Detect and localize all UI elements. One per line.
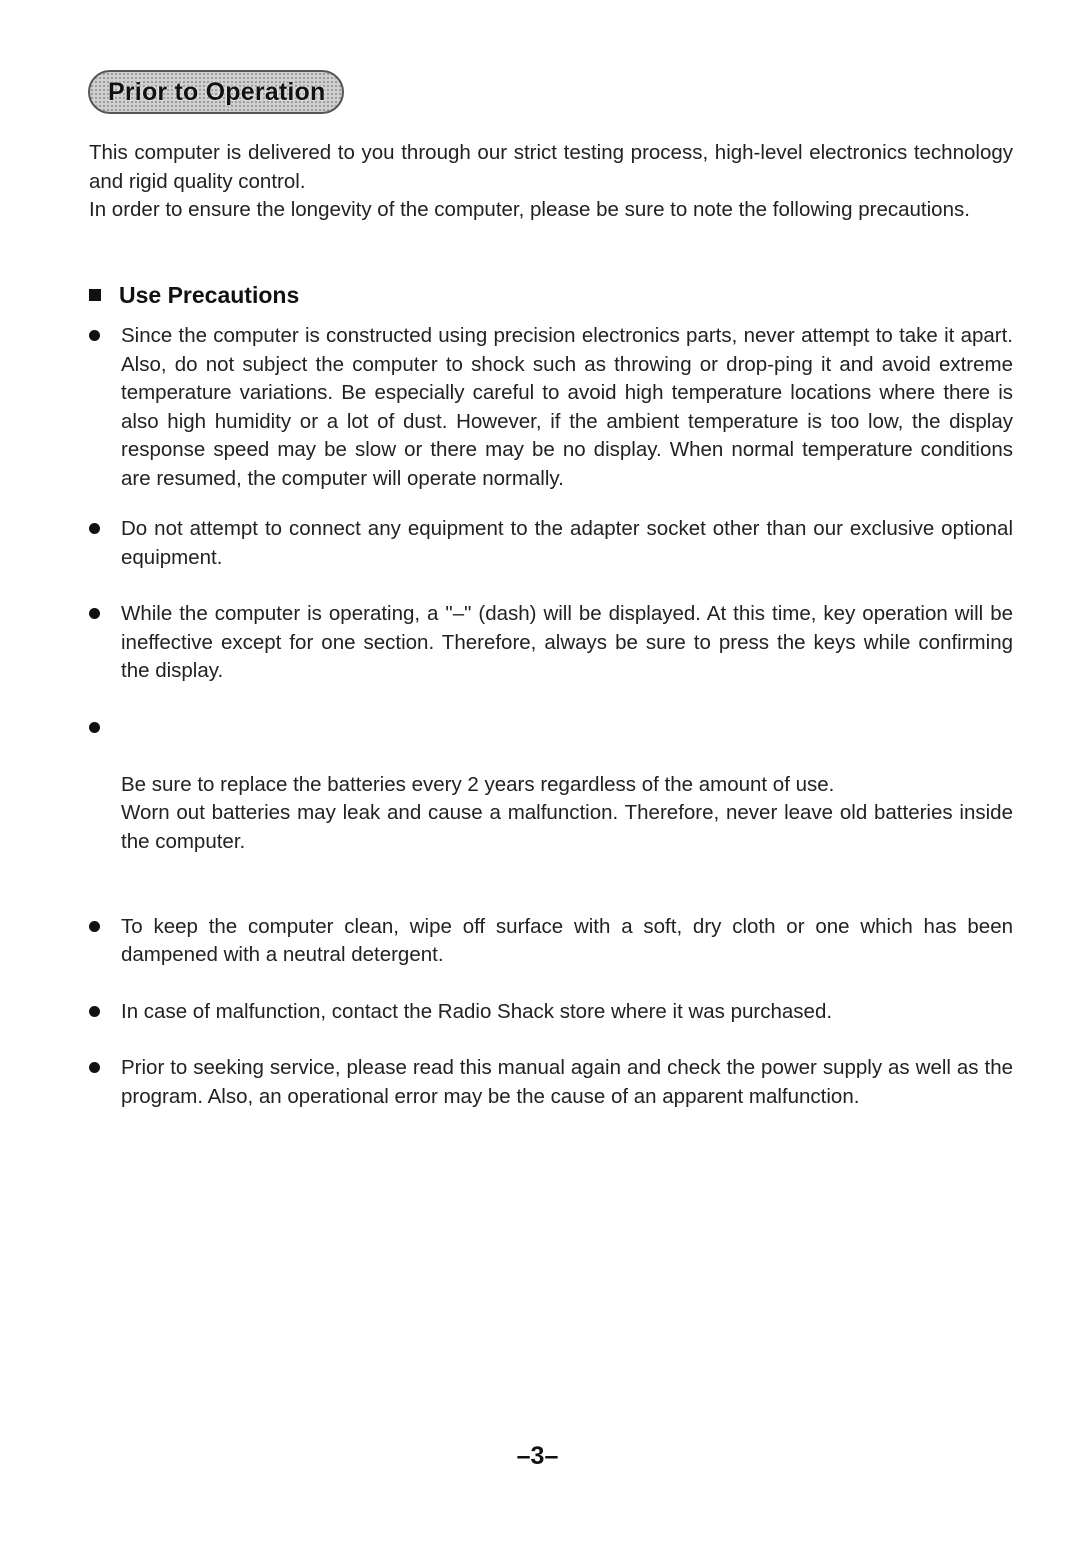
list-item: [89, 600, 1013, 686]
precaution-text: In case of malfunction, contact the Radio Shack store where it was purchased.: [121, 999, 833, 1023]
bullet-icon: [89, 921, 100, 932]
bullet-icon: [89, 1062, 100, 1073]
list-item: [89, 515, 1013, 572]
list-item: [89, 913, 1013, 970]
precautions-list: [89, 322, 1013, 1111]
section-title: Prior to Operation: [108, 77, 326, 106]
precaution-text: Be sure to replace the batteries every 2 years regardless of the amount of use. Worn out batteries may leak and cause a malfunction. Therefore, never leave old batteries inside the computer.: [121, 772, 1013, 853]
intro-paragraph: In order to ensure the longevity of the computer, please be sure to note the following precautions.: [89, 198, 970, 221]
bullet-icon: [89, 608, 100, 619]
bullet-icon: [89, 523, 100, 534]
precautions-heading: [89, 280, 299, 310]
precaution-text: Since the computer is constructed using precision electronics parts, never attempt to take it apart. Also, do not subject the computer to shock such as throwing or drop-ping it and avoid extreme temperature variations. Be especially careful to avoid high temperature locations where there is also high humidity or a lot of dust. However, if the ambient temperature is too low, the display response speed may be slow or there may be no display. When normal temperature conditions are resumed, the computer will operate normally.: [121, 324, 1013, 490]
bullet-icon: [89, 330, 100, 341]
intro-text: [89, 139, 1013, 225]
page-number: –3–: [516, 1442, 559, 1470]
list-item: [89, 322, 1013, 493]
bullet-icon: [89, 722, 100, 733]
precaution-text: Do not attempt to connect any equipment to the adapter socket other than our exclusive optional equipment.: [121, 517, 1013, 569]
square-bullet-icon: [89, 289, 101, 301]
bullet-icon: [89, 1006, 100, 1017]
list-item: [89, 1054, 1013, 1111]
precautions-heading-label: Use Precautions: [119, 281, 300, 308]
section-title-badge: [88, 70, 344, 114]
list-item: [89, 714, 1013, 885]
list-item: [89, 998, 1013, 1027]
precaution-text: To keep the computer clean, wipe off surface with a soft, dry cloth or one which has been dampened with a neutral detergent.: [121, 914, 1013, 966]
precaution-text: While the computer is operating, a "–" (dash) will be displayed. At this time, key operation will be ineffective except for one section. Therefore, always be sure to press the keys while confirming the display.: [121, 602, 1013, 682]
intro-paragraph: This computer is delivered to you through our strict testing process, high-level electronics technology and rigid quality control.: [89, 141, 1013, 193]
precaution-text: Prior to seeking service, please read this manual again and check the power supply as well as the program. Also, an operational error may be the cause of an apparent malfunction.: [121, 1056, 1013, 1108]
